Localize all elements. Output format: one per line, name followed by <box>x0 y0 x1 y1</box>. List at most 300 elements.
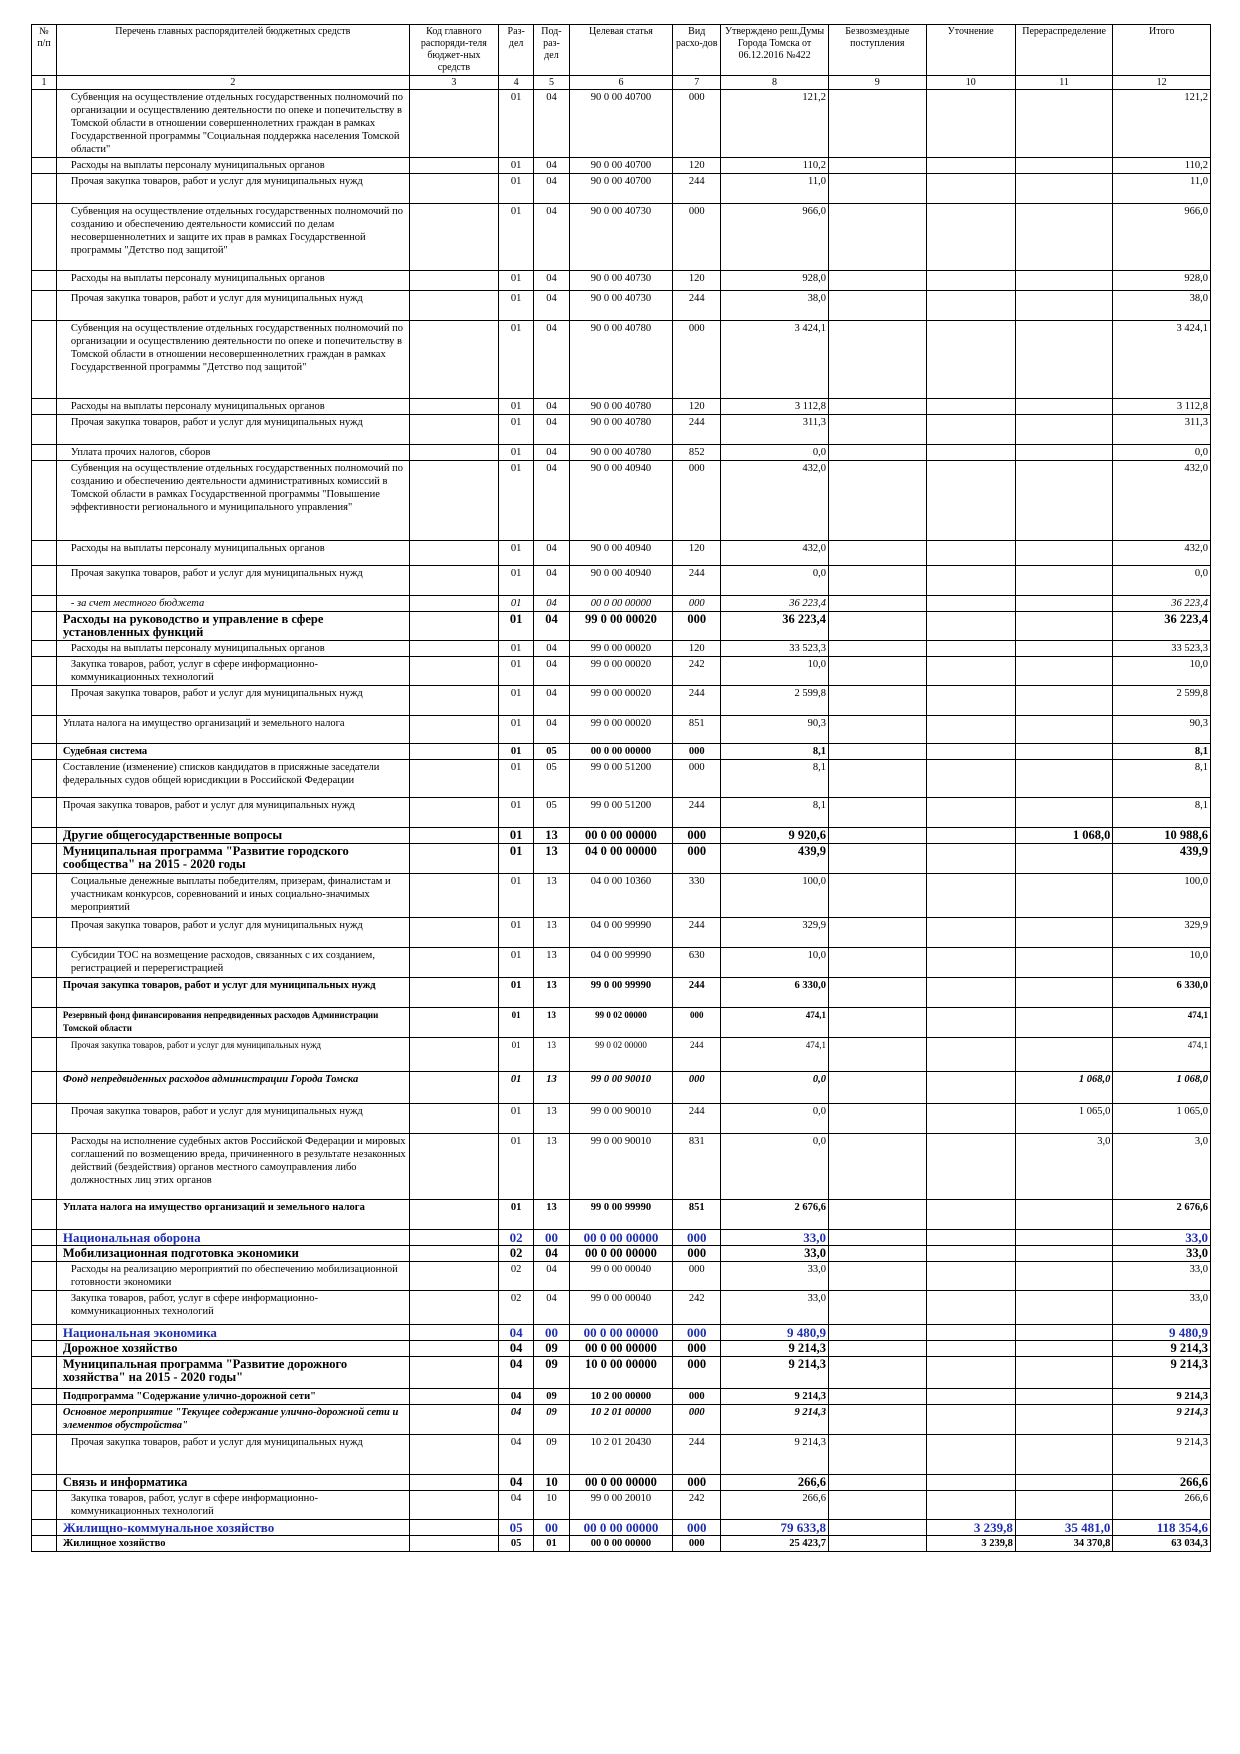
row-code-cell <box>409 461 498 541</box>
row-podrazdel-cell: 04 <box>534 174 569 204</box>
row-grants-cell <box>829 291 927 321</box>
row-razdel-cell: 04 <box>499 1475 534 1491</box>
row-total-cell: 9 214,3 <box>1113 1341 1211 1357</box>
table-row <box>32 399 1211 415</box>
row-podrazdel-cell: 05 <box>534 744 569 760</box>
row-approved-cell: 33,0 <box>721 1230 829 1246</box>
row-number-cell <box>32 948 57 978</box>
row-total-cell: 474,1 <box>1113 1038 1211 1072</box>
row-number-cell <box>32 1246 57 1262</box>
row-name-cell: Субвенция на осуществление отдельных государственных полномочий по созданию и обеспечению деятельности комиссий по делам несовершеннолетних и защите их прав в рамках Государственной программы "Детство под защитой" <box>56 204 409 271</box>
row-number-cell <box>32 641 57 657</box>
row-podrazdel-cell: 00 <box>534 1325 569 1341</box>
row-razdel-cell: 02 <box>499 1230 534 1246</box>
row-target-cell: 90 0 00 40940 <box>569 566 673 596</box>
row-approved-cell: 928,0 <box>721 271 829 291</box>
row-razdel-cell: 01 <box>499 641 534 657</box>
row-grants-cell <box>829 612 927 641</box>
row-grants-cell <box>829 1038 927 1072</box>
row-approved-cell: 2 676,6 <box>721 1200 829 1230</box>
col-number: 12 <box>1113 76 1211 90</box>
row-name-cell: Муниципальная программа "Развитие дорожного хозяйства" на 2015 - 2020 годы" <box>56 1357 409 1389</box>
row-total-cell: 432,0 <box>1113 461 1211 541</box>
row-total-cell: 121,2 <box>1113 90 1211 158</box>
row-total-cell: 36 223,4 <box>1113 596 1211 612</box>
row-number-cell <box>32 798 57 828</box>
row-approved-cell: 33,0 <box>721 1262 829 1291</box>
row-redistribution-cell: 1 068,0 <box>1015 1072 1113 1104</box>
row-target-cell: 04 0 00 10360 <box>569 874 673 918</box>
row-name-cell: Расходы на выплаты персоналу муниципальных органов <box>56 541 409 566</box>
row-number-cell <box>32 760 57 798</box>
row-razdel-cell: 01 <box>499 90 534 158</box>
row-grants-cell <box>829 716 927 744</box>
row-expense-type-cell: 000 <box>673 1536 721 1552</box>
row-name-cell: Резервный фонд финансирования непредвиденных расходов Администрации Томской области <box>56 1008 409 1038</box>
row-expense-type-cell: 244 <box>673 566 721 596</box>
row-redistribution-cell <box>1015 271 1113 291</box>
row-code-cell <box>409 1134 498 1200</box>
table-row <box>32 1104 1211 1134</box>
row-name-cell: Связь и информатика <box>56 1475 409 1491</box>
row-target-cell: 00 0 00 00000 <box>569 828 673 844</box>
row-expense-type-cell: 000 <box>673 1405 721 1435</box>
row-name-cell: - за счет местного бюджета <box>56 596 409 612</box>
table-row <box>32 612 1211 641</box>
row-redistribution-cell <box>1015 158 1113 174</box>
row-podrazdel-cell: 13 <box>534 948 569 978</box>
row-podrazdel-cell: 13 <box>534 828 569 844</box>
row-name-cell: Субсидии ТОС на возмещение расходов, связанных с их созданием, регистрацией и перерегистрацией <box>56 948 409 978</box>
row-razdel-cell: 01 <box>499 874 534 918</box>
row-code-cell <box>409 445 498 461</box>
row-target-cell: 99 0 00 51200 <box>569 798 673 828</box>
row-podrazdel-cell: 10 <box>534 1475 569 1491</box>
row-target-cell: 90 0 00 40780 <box>569 415 673 445</box>
row-grants-cell <box>829 461 927 541</box>
row-razdel-cell: 01 <box>499 566 534 596</box>
table-row <box>32 1072 1211 1104</box>
row-code-cell <box>409 1389 498 1405</box>
row-clarification-cell <box>926 415 1015 445</box>
row-total-cell: 3 112,8 <box>1113 399 1211 415</box>
row-number-cell <box>32 90 57 158</box>
row-name-cell: Прочая закупка товаров, работ и услуг для муниципальных нужд <box>56 291 409 321</box>
row-code-cell <box>409 174 498 204</box>
row-number-cell <box>32 204 57 271</box>
row-approved-cell: 432,0 <box>721 541 829 566</box>
row-expense-type-cell: 852 <box>673 445 721 461</box>
row-number-cell <box>32 918 57 948</box>
row-target-cell: 00 0 00 00000 <box>569 1520 673 1536</box>
row-number-cell <box>32 874 57 918</box>
row-expense-type-cell: 831 <box>673 1134 721 1200</box>
table-row <box>32 828 1211 844</box>
row-clarification-cell <box>926 1246 1015 1262</box>
row-expense-type-cell: 244 <box>673 291 721 321</box>
row-target-cell: 99 0 00 00040 <box>569 1291 673 1325</box>
row-grants-cell <box>829 271 927 291</box>
row-podrazdel-cell: 09 <box>534 1435 569 1475</box>
row-approved-cell: 9 214,3 <box>721 1357 829 1389</box>
row-code-cell <box>409 1262 498 1291</box>
table-row <box>32 174 1211 204</box>
row-number-cell <box>32 1134 57 1200</box>
table-row <box>32 321 1211 399</box>
row-podrazdel-cell: 13 <box>534 874 569 918</box>
row-grants-cell <box>829 657 927 686</box>
row-code-cell <box>409 1357 498 1389</box>
row-approved-cell: 90,3 <box>721 716 829 744</box>
row-name-cell: Фонд непредвиденных расходов администрации Города Томска <box>56 1072 409 1104</box>
col-number: 9 <box>829 76 927 90</box>
row-razdel-cell: 04 <box>499 1341 534 1357</box>
row-target-cell: 10 2 00 00000 <box>569 1389 673 1405</box>
row-razdel-cell: 01 <box>499 415 534 445</box>
row-approved-cell: 38,0 <box>721 291 829 321</box>
row-clarification-cell <box>926 1341 1015 1357</box>
row-code-cell <box>409 1491 498 1520</box>
row-expense-type-cell: 000 <box>673 1389 721 1405</box>
row-clarification-cell <box>926 1134 1015 1200</box>
table-row <box>32 1134 1211 1200</box>
row-podrazdel-cell: 04 <box>534 461 569 541</box>
row-grants-cell <box>829 744 927 760</box>
row-name-cell: Субвенция на осуществление отдельных государственных полномочий по организации и осуществлению деятельности по опеке и попечительству в Томской области в отношении совершеннолетних граждан в рамках Государственной программы "Социальная поддержка населения Томской области" <box>56 90 409 158</box>
row-podrazdel-cell: 04 <box>534 612 569 641</box>
row-clarification-cell <box>926 641 1015 657</box>
row-approved-cell: 0,0 <box>721 1104 829 1134</box>
col-number: 5 <box>534 76 569 90</box>
row-code-cell <box>409 1435 498 1475</box>
row-grants-cell <box>829 596 927 612</box>
row-name-cell: Прочая закупка товаров, работ и услуг для муниципальных нужд <box>56 686 409 716</box>
row-grants-cell <box>829 978 927 1008</box>
row-clarification-cell <box>926 828 1015 844</box>
table-row <box>32 1357 1211 1389</box>
row-name-cell: Прочая закупка товаров, работ и услуг для муниципальных нужд <box>56 978 409 1008</box>
row-approved-cell: 0,0 <box>721 566 829 596</box>
row-expense-type-cell: 630 <box>673 948 721 978</box>
row-podrazdel-cell: 04 <box>534 657 569 686</box>
row-total-cell: 36 223,4 <box>1113 612 1211 641</box>
row-grants-cell <box>829 1008 927 1038</box>
table-row <box>32 541 1211 566</box>
row-expense-type-cell: 244 <box>673 415 721 445</box>
col-number: 1 <box>32 76 57 90</box>
row-podrazdel-cell: 04 <box>534 641 569 657</box>
row-redistribution-cell <box>1015 1357 1113 1389</box>
row-number-cell <box>32 1475 57 1491</box>
row-redistribution-cell <box>1015 1230 1113 1246</box>
row-target-cell: 90 0 00 40730 <box>569 291 673 321</box>
row-clarification-cell: 3 239,8 <box>926 1520 1015 1536</box>
row-target-cell: 00 0 00 00000 <box>569 1246 673 1262</box>
row-code-cell <box>409 1230 498 1246</box>
row-total-cell: 38,0 <box>1113 291 1211 321</box>
row-grants-cell <box>829 1491 927 1520</box>
row-razdel-cell: 01 <box>499 798 534 828</box>
row-clarification-cell <box>926 461 1015 541</box>
row-razdel-cell: 01 <box>499 760 534 798</box>
row-redistribution-cell <box>1015 760 1113 798</box>
row-code-cell <box>409 271 498 291</box>
row-redistribution-cell <box>1015 399 1113 415</box>
table-row <box>32 918 1211 948</box>
row-podrazdel-cell: 13 <box>534 1072 569 1104</box>
row-redistribution-cell: 1 065,0 <box>1015 1104 1113 1134</box>
row-total-cell: 100,0 <box>1113 874 1211 918</box>
table-row <box>32 461 1211 541</box>
row-name-cell: Прочая закупка товаров, работ и услуг для муниципальных нужд <box>56 174 409 204</box>
row-clarification-cell <box>926 271 1015 291</box>
row-clarification-cell <box>926 716 1015 744</box>
row-total-cell: 8,1 <box>1113 760 1211 798</box>
row-grants-cell <box>829 1389 927 1405</box>
row-approved-cell: 0,0 <box>721 445 829 461</box>
column-numbers-row <box>32 76 1211 90</box>
row-approved-cell: 33,0 <box>721 1246 829 1262</box>
row-razdel-cell: 01 <box>499 1104 534 1134</box>
row-expense-type-cell: 000 <box>673 844 721 874</box>
row-podrazdel-cell: 04 <box>534 90 569 158</box>
row-clarification-cell <box>926 744 1015 760</box>
row-grants-cell <box>829 445 927 461</box>
row-razdel-cell: 01 <box>499 541 534 566</box>
row-code-cell <box>409 1405 498 1435</box>
table-row <box>32 1341 1211 1357</box>
row-target-cell: 99 0 00 00020 <box>569 686 673 716</box>
row-clarification-cell <box>926 1104 1015 1134</box>
row-clarification-cell <box>926 1491 1015 1520</box>
row-approved-cell: 9 214,3 <box>721 1435 829 1475</box>
row-clarification-cell <box>926 158 1015 174</box>
row-number-cell <box>32 978 57 1008</box>
row-clarification-cell <box>926 612 1015 641</box>
row-total-cell: 6 330,0 <box>1113 978 1211 1008</box>
row-name-cell: Жилищное хозяйство <box>56 1536 409 1552</box>
row-approved-cell: 474,1 <box>721 1038 829 1072</box>
table-row <box>32 760 1211 798</box>
row-podrazdel-cell: 04 <box>534 445 569 461</box>
row-podrazdel-cell: 00 <box>534 1520 569 1536</box>
row-code-cell <box>409 1325 498 1341</box>
row-total-cell: 3,0 <box>1113 1134 1211 1200</box>
row-expense-type-cell: 244 <box>673 174 721 204</box>
row-code-cell <box>409 641 498 657</box>
row-podrazdel-cell: 04 <box>534 566 569 596</box>
row-clarification-cell <box>926 1008 1015 1038</box>
row-number-cell <box>32 271 57 291</box>
row-total-cell: 118 354,6 <box>1113 1520 1211 1536</box>
row-approved-cell: 11,0 <box>721 174 829 204</box>
row-code-cell <box>409 1475 498 1491</box>
row-number-cell <box>32 1230 57 1246</box>
row-redistribution-cell <box>1015 978 1113 1008</box>
row-redistribution-cell <box>1015 716 1113 744</box>
row-podrazdel-cell: 05 <box>534 798 569 828</box>
row-approved-cell: 121,2 <box>721 90 829 158</box>
row-code-cell <box>409 686 498 716</box>
row-expense-type-cell: 120 <box>673 158 721 174</box>
row-grants-cell <box>829 1134 927 1200</box>
row-target-cell: 99 0 02 00000 <box>569 1038 673 1072</box>
row-razdel-cell: 01 <box>499 596 534 612</box>
row-total-cell: 1 068,0 <box>1113 1072 1211 1104</box>
row-name-cell: Национальная экономика <box>56 1325 409 1341</box>
row-podrazdel-cell: 13 <box>534 918 569 948</box>
row-name-cell: Расходы на исполнение судебных актов Российской Федерации и мировых соглашений по возмещению вреда, причиненного в результате незаконных действий (бездействия) органов местного самоуправления либо должностных лиц этих органов <box>56 1134 409 1200</box>
row-total-cell: 9 214,3 <box>1113 1435 1211 1475</box>
header-name: Перечень главных распорядителей бюджетных средств <box>56 25 409 76</box>
row-podrazdel-cell: 13 <box>534 1134 569 1200</box>
table-row <box>32 1230 1211 1246</box>
row-name-cell: Прочая закупка товаров, работ и услуг для муниципальных нужд <box>56 798 409 828</box>
header-expense-type: Вид расхо-дов <box>673 25 721 76</box>
row-number-cell <box>32 399 57 415</box>
table-row <box>32 1325 1211 1341</box>
header-redistribution: Перераспределение <box>1015 25 1113 76</box>
row-grants-cell <box>829 1341 927 1357</box>
table-row <box>32 641 1211 657</box>
row-approved-cell: 3 424,1 <box>721 321 829 399</box>
row-name-cell: Уплата налога на имущество организаций и земельного налога <box>56 1200 409 1230</box>
row-name-cell: Прочая закупка товаров, работ и услуг для муниципальных нужд <box>56 1038 409 1072</box>
row-redistribution-cell <box>1015 657 1113 686</box>
row-clarification-cell <box>926 445 1015 461</box>
row-expense-type-cell: 000 <box>673 1357 721 1389</box>
row-number-cell <box>32 566 57 596</box>
row-total-cell: 9 480,9 <box>1113 1325 1211 1341</box>
row-code-cell <box>409 1341 498 1357</box>
row-name-cell: Субвенция на осуществление отдельных государственных полномочий по организации и осуществлению деятельности по опеке и попечительству в Томской области в отношении несовершеннолетних граждан в рамках Государственной программы "Детство под защитой" <box>56 321 409 399</box>
row-number-cell <box>32 1104 57 1134</box>
row-expense-type-cell: 330 <box>673 874 721 918</box>
row-expense-type-cell: 000 <box>673 321 721 399</box>
row-clarification-cell <box>926 978 1015 1008</box>
row-total-cell: 966,0 <box>1113 204 1211 271</box>
row-podrazdel-cell: 04 <box>534 1246 569 1262</box>
row-target-cell: 00 0 00 00000 <box>569 596 673 612</box>
row-redistribution-cell <box>1015 1246 1113 1262</box>
table-row <box>32 158 1211 174</box>
row-grants-cell <box>829 1357 927 1389</box>
row-grants-cell <box>829 828 927 844</box>
row-total-cell: 266,6 <box>1113 1475 1211 1491</box>
row-approved-cell: 432,0 <box>721 461 829 541</box>
row-target-cell: 90 0 00 40730 <box>569 271 673 291</box>
row-razdel-cell: 01 <box>499 271 534 291</box>
table-row <box>32 1520 1211 1536</box>
row-expense-type-cell: 120 <box>673 541 721 566</box>
row-redistribution-cell <box>1015 1475 1113 1491</box>
row-approved-cell: 9 480,9 <box>721 1325 829 1341</box>
row-redistribution-cell <box>1015 1262 1113 1291</box>
row-code-cell <box>409 1246 498 1262</box>
row-name-cell: Другие общегосударственные вопросы <box>56 828 409 844</box>
table-row <box>32 1536 1211 1552</box>
row-approved-cell: 10,0 <box>721 657 829 686</box>
row-expense-type-cell: 244 <box>673 978 721 1008</box>
table-body <box>32 90 1211 1552</box>
row-name-cell: Уплата налога на имущество организаций и земельного налога <box>56 716 409 744</box>
row-expense-type-cell: 000 <box>673 1341 721 1357</box>
row-clarification-cell <box>926 1291 1015 1325</box>
row-name-cell: Судебная система <box>56 744 409 760</box>
row-total-cell: 33,0 <box>1113 1262 1211 1291</box>
row-expense-type-cell: 120 <box>673 641 721 657</box>
row-razdel-cell: 01 <box>499 204 534 271</box>
row-expense-type-cell: 000 <box>673 1246 721 1262</box>
row-podrazdel-cell: 01 <box>534 1536 569 1552</box>
row-code-cell <box>409 1536 498 1552</box>
row-clarification-cell <box>926 1475 1015 1491</box>
row-approved-cell: 9 214,3 <box>721 1341 829 1357</box>
row-grants-cell <box>829 1520 927 1536</box>
row-number-cell <box>32 1200 57 1230</box>
row-total-cell: 3 424,1 <box>1113 321 1211 399</box>
col-number: 4 <box>499 76 534 90</box>
row-expense-type-cell: 000 <box>673 1325 721 1341</box>
table-row <box>32 798 1211 828</box>
row-number-cell <box>32 844 57 874</box>
row-total-cell: 10,0 <box>1113 657 1211 686</box>
row-razdel-cell: 04 <box>499 1405 534 1435</box>
row-total-cell: 90,3 <box>1113 716 1211 744</box>
row-total-cell: 33 523,3 <box>1113 641 1211 657</box>
row-grants-cell <box>829 1262 927 1291</box>
row-target-cell: 99 0 00 90010 <box>569 1134 673 1200</box>
row-target-cell: 99 0 00 51200 <box>569 760 673 798</box>
row-number-cell <box>32 744 57 760</box>
row-razdel-cell: 01 <box>499 1072 534 1104</box>
row-code-cell <box>409 566 498 596</box>
row-target-cell: 90 0 00 40700 <box>569 174 673 204</box>
row-podrazdel-cell: 13 <box>534 978 569 1008</box>
row-podrazdel-cell: 04 <box>534 291 569 321</box>
table-row <box>32 657 1211 686</box>
row-target-cell: 04 0 00 99990 <box>569 918 673 948</box>
row-razdel-cell: 02 <box>499 1291 534 1325</box>
row-total-cell: 9 214,3 <box>1113 1357 1211 1389</box>
row-target-cell: 00 0 00 00000 <box>569 1230 673 1246</box>
row-expense-type-cell: 242 <box>673 657 721 686</box>
row-clarification-cell <box>926 1200 1015 1230</box>
row-total-cell: 1 065,0 <box>1113 1104 1211 1134</box>
row-clarification-cell <box>926 874 1015 918</box>
row-code-cell <box>409 657 498 686</box>
row-redistribution-cell <box>1015 1038 1113 1072</box>
row-name-cell: Расходы на выплаты персоналу муниципальных органов <box>56 641 409 657</box>
row-total-cell: 329,9 <box>1113 918 1211 948</box>
row-name-cell: Прочая закупка товаров, работ и услуг для муниципальных нужд <box>56 1435 409 1475</box>
header-approved: Утверждено реш.Думы Города Томска от 06.12.2016 №422 <box>721 25 829 76</box>
row-grants-cell <box>829 541 927 566</box>
row-podrazdel-cell: 13 <box>534 1104 569 1134</box>
row-razdel-cell: 04 <box>499 1491 534 1520</box>
row-podrazdel-cell: 04 <box>534 399 569 415</box>
row-clarification-cell <box>926 1357 1015 1389</box>
row-number-cell <box>32 657 57 686</box>
row-code-cell <box>409 1291 498 1325</box>
row-razdel-cell: 04 <box>499 1389 534 1405</box>
row-total-cell: 9 214,3 <box>1113 1405 1211 1435</box>
row-target-cell: 99 0 02 00000 <box>569 1008 673 1038</box>
row-clarification-cell <box>926 657 1015 686</box>
row-grants-cell <box>829 1435 927 1475</box>
row-podrazdel-cell: 04 <box>534 716 569 744</box>
row-redistribution-cell <box>1015 445 1113 461</box>
